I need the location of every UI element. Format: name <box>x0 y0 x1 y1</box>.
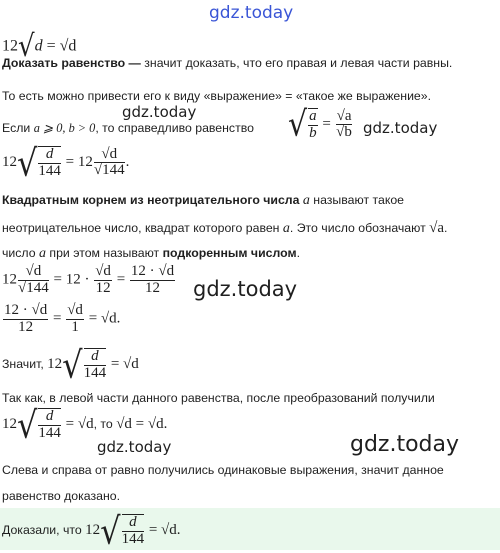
sqrt-symbol: √ <box>288 104 308 145</box>
frac-d-144 <box>84 348 107 382</box>
frac-den: √b <box>336 124 352 141</box>
coef: 12 <box>47 356 63 373</box>
then-word: , то <box>93 417 113 432</box>
eq: = <box>65 416 75 433</box>
period: . <box>163 416 168 433</box>
equation-7 <box>85 508 181 553</box>
frac-num: √d <box>95 263 111 279</box>
sqrt-symbol: √ <box>18 29 35 65</box>
header-sqrt-d: √d <box>59 37 77 55</box>
eq: = <box>88 310 98 327</box>
header-num: 12 <box>2 37 18 55</box>
text: неотрицательное число, квадрат которого равен <box>2 221 283 235</box>
radicand-term: подкоренным числом <box>162 246 297 260</box>
sqrt-d: √d <box>123 356 139 373</box>
sqrt-definition-3 <box>2 246 300 262</box>
frac-num: d <box>84 349 107 366</box>
frac-den: 144 <box>38 162 61 179</box>
since-line: Так как, в левой части данного равенства, после преобразований получили <box>2 391 435 405</box>
frac-2 <box>94 264 112 297</box>
sqrt-d: √d <box>100 310 117 327</box>
equation-5 <box>2 402 94 447</box>
therefore-line <box>2 342 139 387</box>
frac-den: b <box>309 124 317 141</box>
frac-num: √d <box>67 302 83 318</box>
frac-den: √144 <box>93 162 125 179</box>
eq: = <box>116 271 126 288</box>
definition-term: Доказать равенство — <box>2 56 141 70</box>
condition-text: , то справедливо равенство <box>95 121 254 135</box>
frac-num: 12 · √d <box>130 263 175 279</box>
coef: 12 <box>85 522 101 539</box>
coef: 12 <box>2 154 17 171</box>
frac-den: 144 <box>121 530 145 547</box>
frac-den: √144 <box>18 279 49 296</box>
sqrt-d: √d <box>147 416 164 433</box>
period: . <box>116 310 121 327</box>
therefore-word: Значит, <box>2 357 44 372</box>
comma: . <box>444 221 448 235</box>
eq: = <box>52 310 62 327</box>
sqrt-symbol: √ <box>62 342 83 387</box>
sqrt-definition-2 <box>2 220 447 237</box>
equation-6 <box>116 416 167 432</box>
eq: = <box>110 356 120 373</box>
frac-num: d <box>38 147 61 164</box>
dot: · <box>84 271 90 288</box>
line-form: То есть можно привести его к виду «выражение» = «такое же выражение». <box>2 89 432 103</box>
frac-sqrt <box>94 147 125 180</box>
watermark-1: gdz.today <box>122 103 197 121</box>
frac-3 <box>130 264 175 297</box>
frac-num: √d <box>94 147 125 164</box>
header-cut-math <box>2 29 77 65</box>
condition: a ⩾ 0, b > 0 <box>33 121 96 135</box>
frac-cancel <box>3 303 48 336</box>
frac-den: 12 <box>145 279 161 296</box>
frac-a-b <box>308 108 318 142</box>
eq: = <box>322 116 331 133</box>
sqrt-quotient-rule <box>288 104 353 145</box>
var-a: a <box>302 193 310 208</box>
sqrt-d: √d <box>77 416 94 433</box>
frac-num: 12 · √d <box>4 302 48 318</box>
conclusion-2: равенство доказано. <box>2 489 121 503</box>
period: . <box>125 154 130 171</box>
frac-den: 144 <box>38 424 61 441</box>
coef: 12 <box>65 271 81 288</box>
eq: = <box>53 271 62 288</box>
watermark-4: gdz.today <box>97 438 172 456</box>
period: . <box>296 246 300 260</box>
sqrt-symbol: √ <box>17 402 38 447</box>
coef: 12 <box>2 271 17 288</box>
text: при этом называют <box>46 246 163 260</box>
proved-word: Доказали, что <box>2 523 82 538</box>
header-eq: = <box>46 37 56 55</box>
definition-line <box>2 56 452 70</box>
sqrt-definition-text: называют такое <box>309 193 405 207</box>
frac-sqrt <box>336 109 353 142</box>
watermark-3: gdz.today <box>193 277 298 301</box>
text: . Это число обозначают <box>289 221 426 235</box>
text: число <box>2 246 39 260</box>
equation-2 <box>2 264 176 297</box>
frac-1 <box>18 264 49 297</box>
frac-d-144 <box>38 408 61 442</box>
equation-1 <box>2 140 130 185</box>
frac-num: d <box>38 409 61 426</box>
sqrt-d: √d <box>116 416 132 433</box>
frac-num: √d <box>18 264 49 281</box>
conclusion-1: Слева и справа от равно получились одинаковые выражения, значит данное <box>2 463 444 477</box>
frac-num: √a <box>336 107 352 124</box>
frac-den: 12 <box>18 318 34 335</box>
if-word: Если <box>2 121 34 135</box>
definition-text: значит доказать, что его правая и левая части равны. <box>140 56 453 70</box>
proved-line <box>2 508 181 553</box>
watermark-top: gdz.today <box>209 3 294 23</box>
equation-3 <box>2 303 120 336</box>
watermark-2: gdz.today <box>363 119 438 137</box>
coef: 12 <box>77 154 93 171</box>
sqrt-a: √a <box>429 220 445 236</box>
coef: 12 <box>2 416 17 433</box>
frac-d-144 <box>38 146 61 180</box>
period: . <box>176 522 181 539</box>
sqrt-definition <box>2 193 404 209</box>
frac-den: 12 <box>95 279 111 296</box>
frac-d-144 <box>122 514 145 548</box>
condition-line <box>2 121 254 136</box>
frac-den: 1 <box>71 318 79 335</box>
equation-4 <box>47 342 139 387</box>
eq: = <box>148 522 158 539</box>
watermark-5: gdz.today <box>350 432 460 457</box>
sqrt-d: √d <box>161 522 177 539</box>
var-a: a <box>39 246 46 261</box>
sqrt-definition-term: Квадратным корнем из неотрицательного числа <box>2 193 300 207</box>
header-d: d <box>34 37 43 55</box>
eq: = <box>65 154 75 171</box>
frac-num: d <box>122 515 145 532</box>
var-a: a <box>282 221 290 236</box>
frac-den: 144 <box>83 364 107 381</box>
eq: = <box>135 416 145 433</box>
frac-num: a <box>309 108 317 124</box>
result-line <box>2 402 168 447</box>
frac-1 <box>66 303 84 336</box>
sqrt-symbol: √ <box>17 140 38 185</box>
sqrt-symbol: √ <box>100 508 121 553</box>
